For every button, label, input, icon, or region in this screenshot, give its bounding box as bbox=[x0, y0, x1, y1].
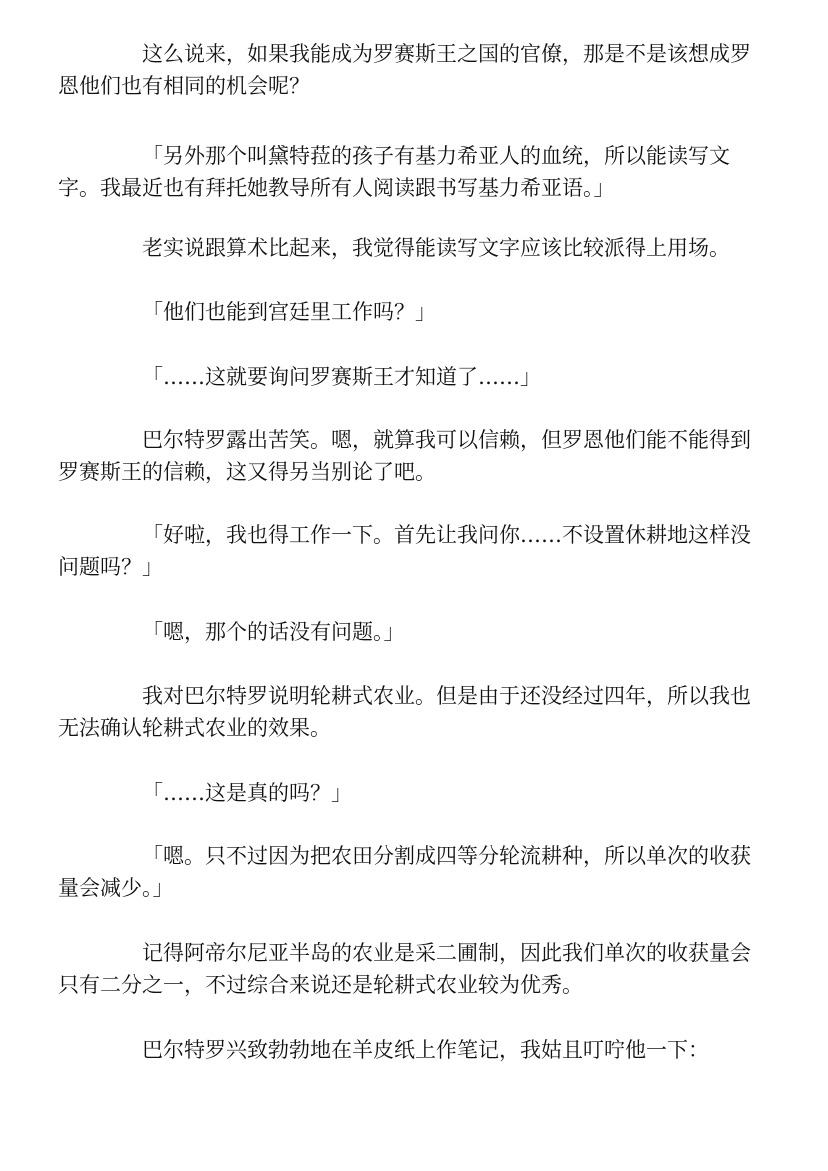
paragraph: 「另外那个叫黛特菈的孩子有基力希亚人的血统，所以能读写文字。我最近也有拜托她教导所有人阅读跟书写基力希亚语。」 bbox=[58, 144, 730, 200]
paragraph: 我对巴尔特罗说明轮耕式农业。但是由于还没经过四年，所以我也无法确认轮耕式农业的效果。 bbox=[58, 684, 751, 740]
paragraph: 「……这就要询问罗赛斯王才知道了……」 bbox=[142, 365, 541, 389]
paragraph: 「他们也能到宫廷里工作吗？」 bbox=[142, 300, 436, 324]
paragraph: 「嗯。只不过因为把农田分割成四等分轮流耕种，所以单次的收获量会减少。」 bbox=[58, 844, 751, 900]
paragraph: 记得阿帝尔尼亚半岛的农业是采二圃制，因此我们单次的收获量会只有二分之一，不过综合来说还是轮耕式农业较为优秀。 bbox=[58, 941, 751, 997]
paragraph: 「……这是真的吗？」 bbox=[142, 781, 352, 805]
paragraph: 这么说来，如果我能成为罗赛斯王之国的官僚，那是不是该想成罗恩他们也有相同的机会呢？ bbox=[58, 42, 751, 98]
paragraph: 「好啦，我也得工作一下。首先让我问你……不设置休耕地这样没问题吗？」 bbox=[58, 523, 751, 579]
paragraph: 老实说跟算术比起来，我觉得能读写文字应该比较派得上用场。 bbox=[142, 236, 730, 260]
paragraph: 巴尔特罗兴致勃勃地在羊皮纸上作笔记，我姑且叮咛他一下： bbox=[142, 1038, 709, 1062]
paragraph: 巴尔特罗露出苦笑。嗯，就算我可以信赖，但罗恩他们能不能得到罗赛斯王的信赖，这又得另当别论了吧。 bbox=[58, 428, 751, 484]
paragraph: 「嗯，那个的话没有问题。」 bbox=[142, 620, 405, 644]
